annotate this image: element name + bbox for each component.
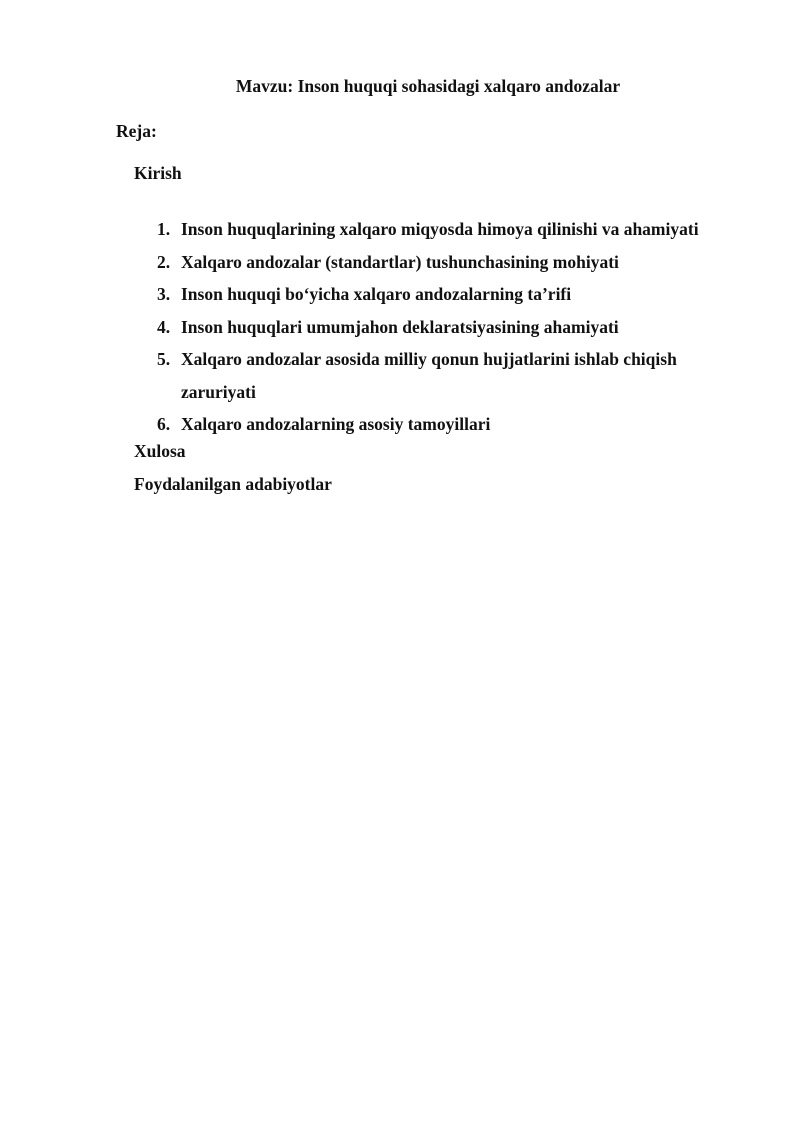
plan-item-1 (0, 213, 800, 246)
references-heading: Foydalanilgan adabiyotlar (134, 474, 332, 494)
plan-item-number: 5. (157, 349, 171, 369)
plan-item-number: 1. (157, 219, 171, 239)
plan-item-text: Xalqaro andozalar asosida milliy qonun hujjatlarini ishlab chiqish zaruriyati (181, 349, 677, 402)
intro-heading: Kirish (134, 163, 182, 183)
conclusion-heading: Xulosa (134, 441, 186, 461)
plan-item-6 (0, 408, 800, 441)
plan-label: Reja: (116, 121, 157, 141)
plan-item-text: Inson huquqlari umumjahon deklaratsiyasining ahamiyati (181, 316, 619, 337)
plan-item-number: 4. (157, 316, 171, 337)
document-title: Mavzu: Inson huquqi sohasidagi xalqaro andozalar (235, 76, 621, 96)
plan-item-number: 2. (157, 251, 171, 272)
plan-item-3 (0, 278, 800, 311)
plan-item-4 (0, 311, 800, 344)
plan-item-text: Xalqaro andozalar (standartlar) tushunchasining mohiyati (181, 251, 619, 272)
plan-item-number: 6. (157, 414, 171, 434)
plan-item-2 (0, 246, 800, 279)
plan-item-5 (0, 343, 800, 408)
plan-item-number: 3. (157, 284, 171, 304)
plan-list (0, 213, 800, 441)
plan-item-text: Inson huquqi bo‘yicha xalqaro andozalarning ta’rifi (181, 284, 572, 304)
plan-item-text: Inson huquqlarining xalqaro miqyosda himoya qilinishi va ahamiyati (181, 219, 699, 239)
plan-item-text: Xalqaro andozalarning asosiy tamoyillari (181, 414, 491, 434)
